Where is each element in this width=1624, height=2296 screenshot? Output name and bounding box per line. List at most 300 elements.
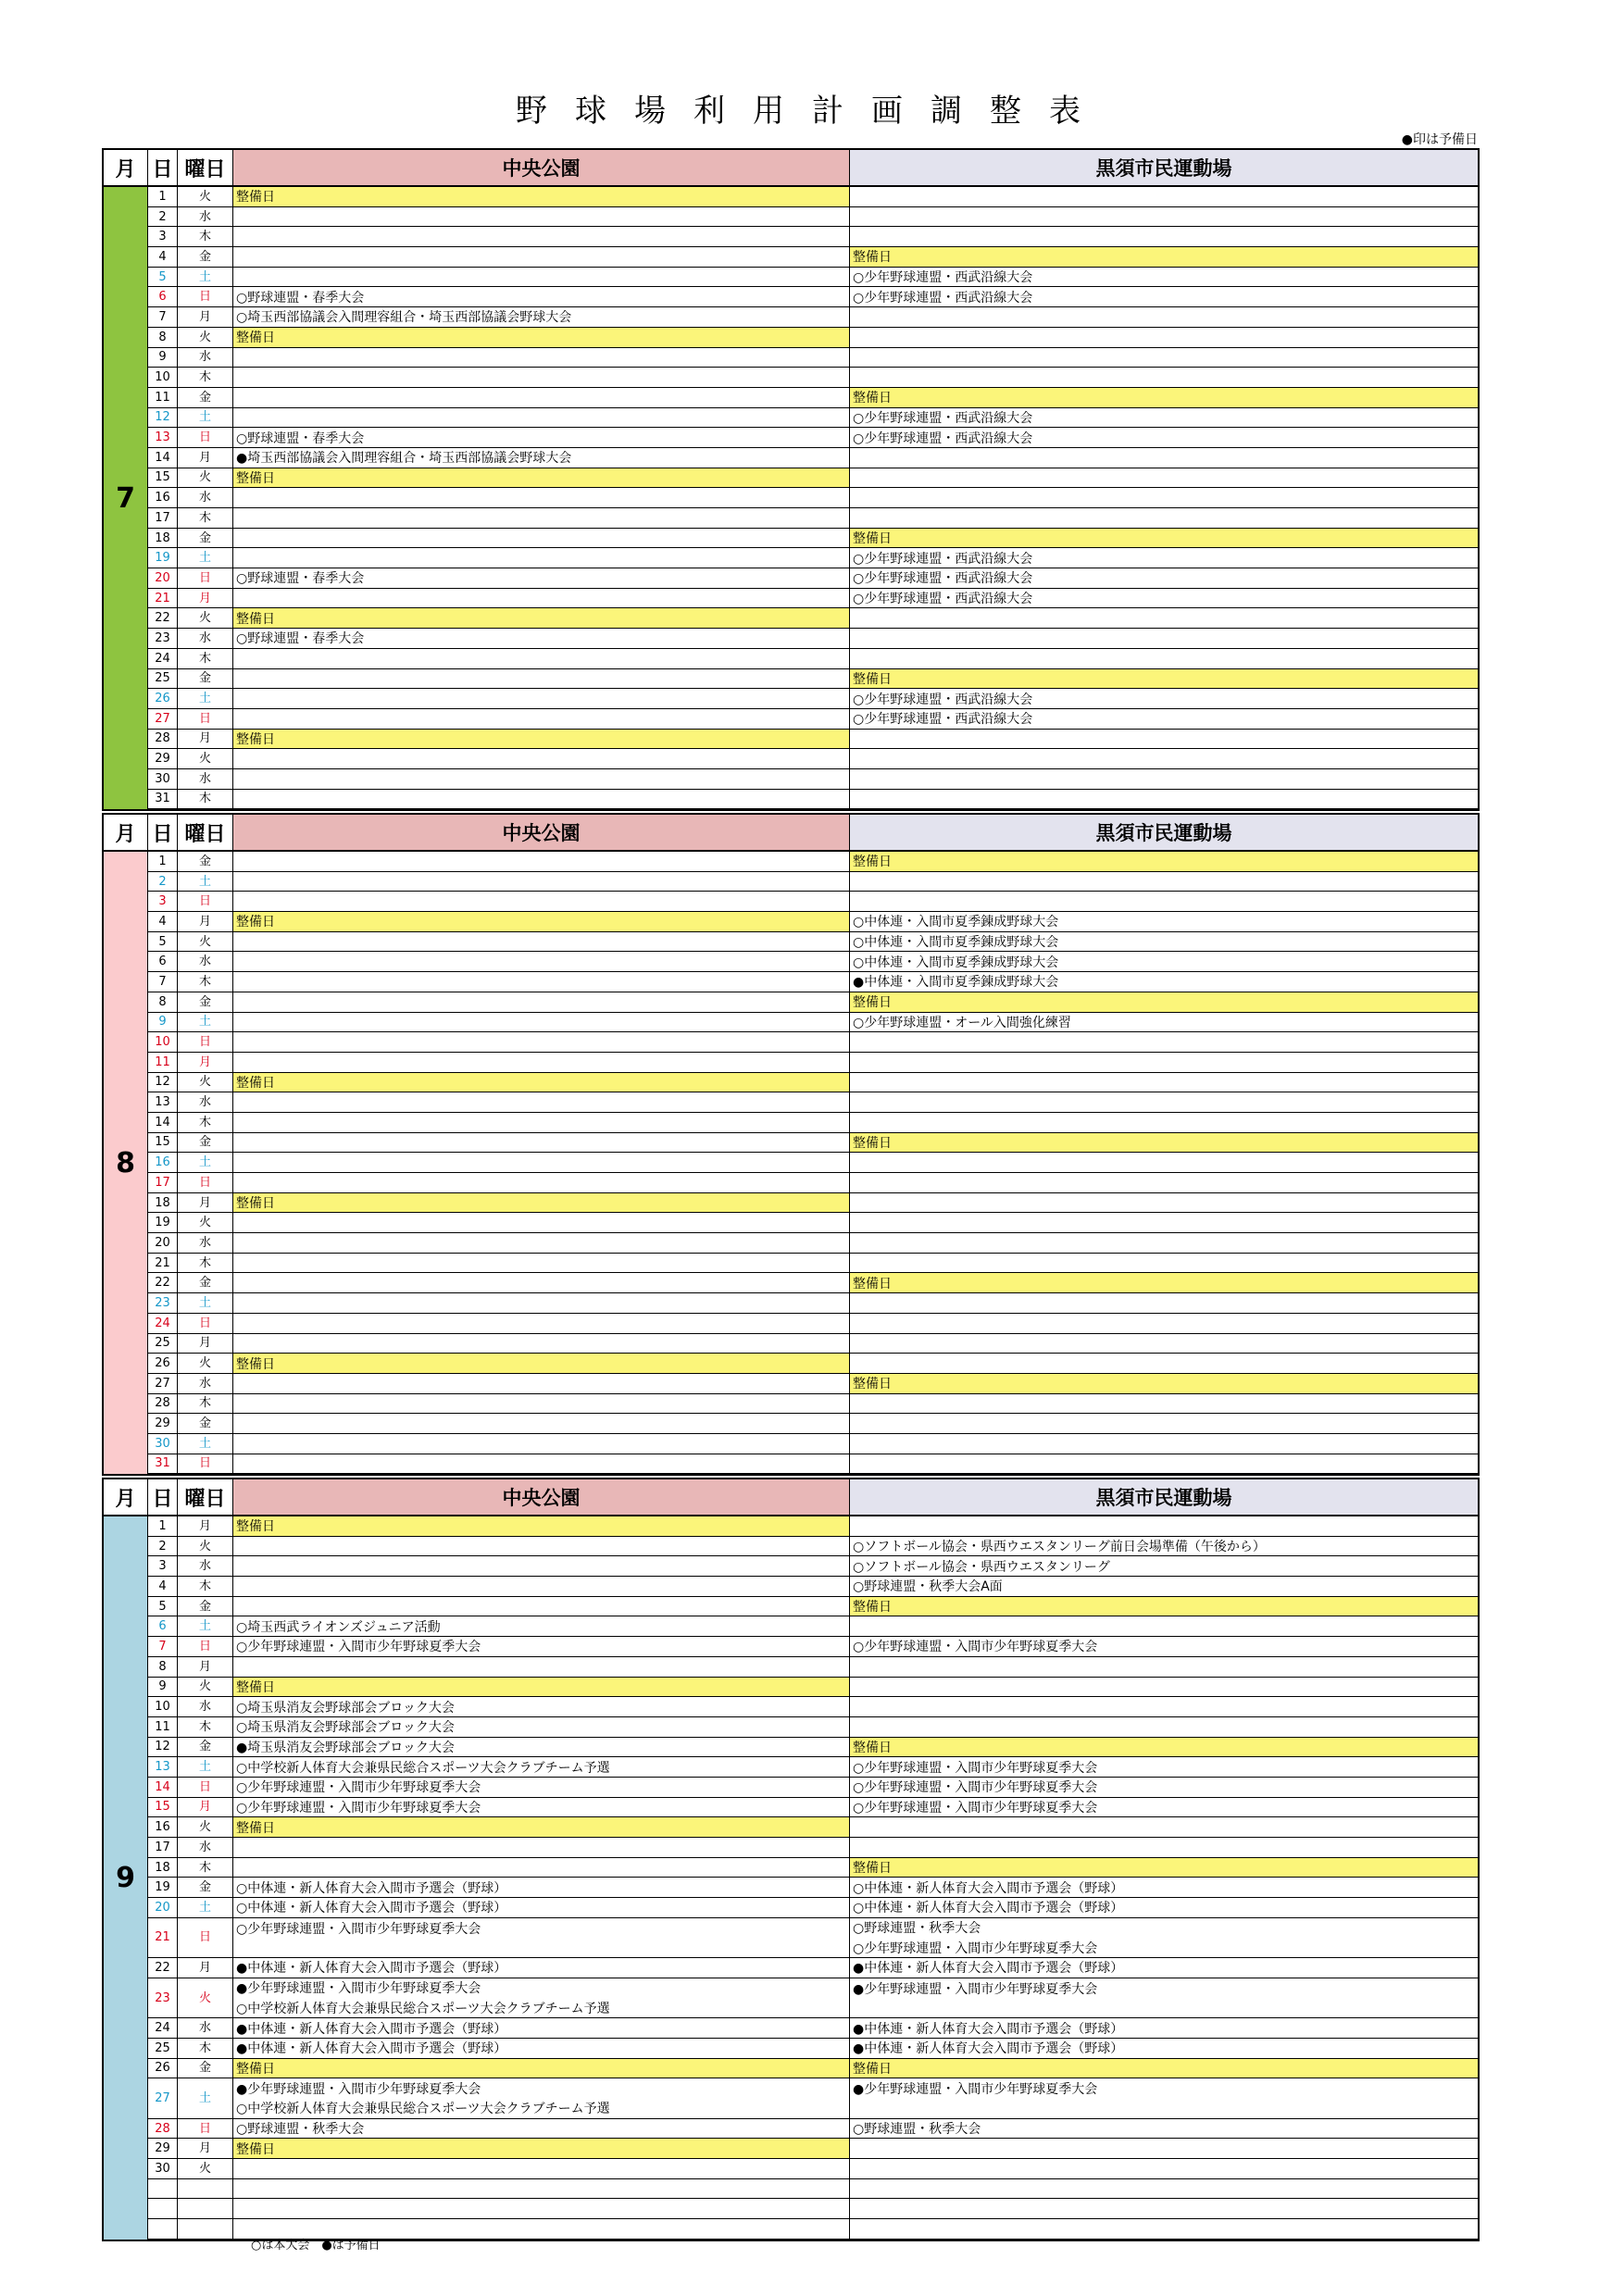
day-number: 15 [148,468,177,489]
chuo-koen-entry-cell [233,1053,849,1073]
day-number: 3 [148,892,177,912]
chuo-koen-entry-cell [233,368,849,388]
weekday-cell: 金 [178,247,232,268]
kurosu-entry-cell [850,1717,1478,1738]
chuo-koen-entry-cell [233,1838,849,1858]
kurosu-entry: ○少年野球連盟・西武沿線大会 [853,430,1033,446]
kurosu-entry-cell [850,1878,1478,1898]
day-number: 31 [148,790,177,810]
kurosu-entry: ○少年野球連盟・西武沿線大会 [853,290,1033,306]
day-number: 2 [148,1537,177,1557]
weekday-cell: 金 [178,992,232,1013]
chuo-koen-entry-cell [233,709,849,730]
maintenance-day-label: 整備日 [233,187,849,206]
chuo-koen-entry-cell [233,1717,849,1738]
weekday-cell: 水 [178,207,232,228]
chuo-koen-column [233,187,850,809]
chuo-koen-entry: ○少年野球連盟・入間市少年野球夏季大会 [236,1780,481,1796]
day-number: 29 [148,1414,177,1434]
day-column [148,1516,178,2240]
kurosu-entry: ○ソフトボール協会・県西ウエスタンリーグ前日会場準備（午後から） [853,1540,1266,1555]
chuo-koen-entry: ○中体連・新人体育大会入間市予選会（野球） [236,1880,507,1896]
maintenance-day-label: 整備日 [850,852,1478,871]
chuo-koen-entry-cell [233,247,849,268]
kurosu-entry-cell [850,287,1478,307]
chuo-koen-entry-cell [233,307,849,328]
day-number: 6 [148,287,177,307]
chuo-koen-entry-cell [233,1092,849,1113]
kurosu-entry-cell [850,1678,1478,1698]
chuo-koen-entry: ○少年野球連盟・入間市少年野球夏季大会 [236,1800,481,1816]
day-number: 22 [148,1273,177,1293]
chuo-koen-entry-cell [233,548,849,568]
weekday-cell: 月 [178,589,232,609]
month-block [102,148,1480,811]
kurosu-entry-cell [850,1817,1478,1838]
day-number: 18 [148,1858,177,1878]
kurosu-entry-cell [850,428,1478,448]
kurosu-column [850,852,1478,1474]
chuo-koen-entry-cell [233,1616,849,1637]
chuo-koen-entry-cell [233,952,849,972]
chuo-koen-entry-cell [233,388,849,408]
weekday-cell: 土 [178,1293,232,1314]
kurosu-entry-cell [850,1293,1478,1314]
kurosu-entry-cell [850,1597,1478,1617]
kurosu-entry-cell [850,1757,1478,1778]
weekday-cell: 木 [178,368,232,388]
kurosu-entry-cell [850,892,1478,912]
chuo-koen-entry-cell [233,2039,849,2059]
kurosu-entry-cell [850,972,1478,992]
header-kurosu: 黒須市民運動場 [850,1479,1478,1516]
day-number: 25 [148,2039,177,2059]
kurosu-entry-cell [850,589,1478,609]
weekday-cell: 火 [178,608,232,629]
day-number: 9 [148,1013,177,1033]
chuo-koen-column [233,852,850,1474]
weekday-cell: 日 [178,1314,232,1334]
day-number: 22 [148,608,177,629]
header-kurosu: 黒須市民運動場 [850,815,1478,852]
kurosu-entry-cell [850,689,1478,709]
kurosu-entry-cell [850,1858,1478,1878]
chuo-koen-entry-cell [233,408,849,429]
day-number: 22 [148,1958,177,1978]
day-number: 4 [148,1577,177,1597]
kurosu-entry-cell [850,268,1478,288]
kurosu-entry: ●中体連・新人体育大会入間市予選会（野球） [853,1961,1124,1977]
maintenance-day-label: 整備日 [850,1374,1478,1393]
kurosu-entry-cell [850,448,1478,468]
chuo-koen-entry-cell [233,1394,849,1415]
chuo-koen-entry-cell [233,1354,849,1374]
weekday-cell: 土 [178,1434,232,1454]
day-number: 14 [148,1778,177,1798]
day-column [148,187,178,809]
maintenance-day-label: 整備日 [850,388,1478,407]
chuo-koen-entry-cell [233,1738,849,1758]
chuo-koen-entry-cell [233,649,849,669]
weekday-cell: 火 [178,1073,232,1093]
kurosu-entry-cell [850,348,1478,368]
day-number: 24 [148,649,177,669]
chuo-koen-entry: ○埼玉県消友会野球部会ブロック大会 [236,1720,455,1736]
chuo-koen-entry-cell [233,2199,849,2219]
chuo-koen-entry-cell [233,2159,849,2179]
weekday-cell: 木 [178,649,232,669]
day-number: 6 [148,952,177,972]
chuo-koen-entry: ●少年野球連盟・入間市少年野球夏季大会 [236,2081,481,2097]
day-number: 24 [148,1314,177,1334]
day-number [148,2179,177,2200]
day-number: 28 [148,2119,177,2140]
day-number: 26 [148,689,177,709]
weekday-cell: 木 [178,1717,232,1738]
kurosu-entry-cell [850,1092,1478,1113]
kurosu-entry: ○少年野球連盟・西武沿線大会 [853,571,1033,587]
maintenance-day-label: 整備日 [850,529,1478,548]
chuo-koen-entry: ○埼玉県消友会野球部会ブロック大会 [236,1700,455,1716]
maintenance-day-label: 整備日 [233,1354,849,1373]
month-block [102,813,1480,1476]
kurosu-entry-cell [850,2059,1478,2079]
weekday-cell: 水 [178,1556,232,1577]
kurosu-entry-cell [850,1314,1478,1334]
kurosu-entry-cell [850,1394,1478,1415]
weekday-cell: 火 [178,328,232,348]
kurosu-entry-cell [850,508,1478,529]
kurosu-entry-cell [850,608,1478,629]
day-number: 30 [148,1434,177,1454]
chuo-koen-entry: ○野球連盟・春季大会 [236,571,365,587]
kurosu-entry-cell [850,1838,1478,1858]
day-number: 10 [148,368,177,388]
kurosu-entry-cell [850,1414,1478,1434]
day-number: 20 [148,1898,177,1918]
day-number: 7 [148,307,177,328]
chuo-koen-entry-cell [233,1697,849,1717]
weekday-cell: 金 [178,1878,232,1898]
header-chuo-koen: 中央公園 [233,150,850,187]
weekday-cell: 水 [178,629,232,649]
day-number: 30 [148,769,177,790]
weekday-cell: 日 [178,1918,232,1958]
kurosu-entry: ○ソフトボール協会・県西ウエスタンリーグ [853,1559,1110,1575]
chuo-koen-entry-cell [233,1032,849,1053]
day-number: 14 [148,1113,177,1133]
weekday-cell: 水 [178,2018,232,2039]
weekday-cell: 木 [178,508,232,529]
chuo-koen-entry-cell [233,1516,849,1537]
weekday-column [178,852,233,1474]
kurosu-entry-cell [850,1978,1478,2018]
chuo-koen-entry-cell [233,892,849,912]
maintenance-day-label: 整備日 [850,1273,1478,1292]
header-kurosu: 黒須市民運動場 [850,150,1478,187]
day-number: 12 [148,1073,177,1093]
kurosu-entry-cell [850,207,1478,228]
weekday-cell: 火 [178,1537,232,1557]
day-number: 23 [148,629,177,649]
weekday-cell: 月 [178,1193,232,1214]
chuo-koen-entry-cell [233,1454,849,1475]
kurosu-entry-cell [850,1778,1478,1798]
kurosu-entry: ○少年野球連盟・西武沿線大会 [853,551,1033,567]
weekday-cell: 日 [178,568,232,589]
day-number: 25 [148,669,177,690]
chuo-koen-entry-cell [233,872,849,892]
weekday-cell: 金 [178,852,232,872]
chuo-koen-entry: ○中学校新人体育大会兼県民総合スポーツ大会クラブチーム予選 [236,2102,610,2117]
day-number: 2 [148,207,177,228]
chuo-koen-entry-cell [233,508,849,529]
day-number: 15 [148,1133,177,1154]
kurosu-entry-cell [850,1073,1478,1093]
maintenance-day-label: 整備日 [233,730,849,749]
day-number: 29 [148,749,177,769]
weekday-cell: 火 [178,1354,232,1374]
header-month: 月 [104,815,148,852]
kurosu-entry: ○少年野球連盟・入間市少年野球夏季大会 [853,1760,1098,1776]
weekday-cell: 土 [178,872,232,892]
kurosu-entry: ○少年野球連盟・西武沿線大会 [853,712,1033,728]
kurosu-entry-cell [850,247,1478,268]
weekday-cell: 土 [178,1898,232,1918]
weekday-cell: 火 [178,1213,232,1233]
chuo-koen-entry-cell [233,1293,849,1314]
kurosu-entry-cell [850,1173,1478,1193]
chuo-koen-entry-cell [233,328,849,348]
chuo-koen-entry-cell [233,207,849,228]
chuo-koen-entry: ○中学校新人体育大会兼県民総合スポーツ大会クラブチーム予選 [236,2001,610,2016]
kurosu-entry: ○少年野球連盟・入間市少年野球夏季大会 [853,1940,1098,1956]
day-number: 30 [148,2159,177,2179]
weekday-cell: 火 [178,2159,232,2179]
weekday-column [178,1516,233,2240]
weekday-cell: 木 [178,790,232,810]
chuo-koen-entry-cell [233,1193,849,1214]
chuo-koen-entry-cell [233,568,849,589]
kurosu-entry-cell [850,1657,1478,1678]
weekday-cell: 金 [178,1738,232,1758]
chuo-koen-entry-cell [233,852,849,872]
chuo-koen-entry-cell [233,932,849,953]
weekday-cell: 土 [178,548,232,568]
day-number: 8 [148,328,177,348]
day-number: 1 [148,1516,177,1537]
kurosu-entry-cell [850,790,1478,810]
chuo-koen-entry-cell [233,992,849,1013]
weekday-cell [178,2199,232,2219]
chuo-koen-entry: ●中体連・新人体育大会入間市予選会（野球） [236,2041,507,2057]
kurosu-entry-cell [850,307,1478,328]
day-number: 20 [148,1233,177,1254]
kurosu-entry-cell [850,1637,1478,1657]
maintenance-day-label: 整備日 [850,2059,1478,2078]
weekday-cell: 日 [178,287,232,307]
chuo-koen-entry-cell [233,1637,849,1657]
weekday-cell: 金 [178,1414,232,1434]
weekday-cell: 月 [178,1053,232,1073]
day-number: 7 [148,972,177,992]
header-chuo-koen: 中央公園 [233,815,850,852]
day-number: 11 [148,388,177,408]
chuo-koen-entry: ●埼玉西部協議会入間理容組合・埼玉西部協議会野球大会 [236,451,572,467]
day-number: 12 [148,1738,177,1758]
day-number: 26 [148,1354,177,1374]
maintenance-day-label: 整備日 [233,1817,849,1837]
kurosu-entry: ●中体連・入間市夏季錬成野球大会 [853,975,1059,991]
weekday-cell: 日 [178,1173,232,1193]
maintenance-day-label: 整備日 [233,1073,849,1092]
day-number: 2 [148,872,177,892]
weekday-cell: 水 [178,1092,232,1113]
day-number: 16 [148,488,177,508]
day-number: 3 [148,227,177,247]
chuo-koen-entry-cell [233,1133,849,1154]
kurosu-entry-cell [850,1798,1478,1818]
weekday-cell: 火 [178,1678,232,1698]
weekday-cell: 木 [178,1858,232,1878]
weekday-cell: 月 [178,1657,232,1678]
day-number: 20 [148,568,177,589]
kurosu-entry-cell [850,1616,1478,1637]
day-number [148,2199,177,2219]
chuo-koen-column [233,1516,850,2240]
maintenance-day-label: 整備日 [850,1738,1478,1757]
kurosu-entry-cell [850,2119,1478,2140]
kurosu-entry: ○中体連・入間市夏季錬成野球大会 [853,935,1059,951]
weekday-cell: 日 [178,2119,232,2140]
kurosu-entry-cell [850,629,1478,649]
chuo-koen-entry-cell [233,1878,849,1898]
day-number: 4 [148,247,177,268]
chuo-koen-entry-cell [233,348,849,368]
day-number: 18 [148,529,177,549]
chuo-koen-entry-cell [233,488,849,508]
maintenance-day-label: 整備日 [850,247,1478,267]
day-number: 10 [148,1032,177,1053]
day-number: 31 [148,1454,177,1475]
header-weekday: 曜日 [178,1479,233,1516]
chuo-koen-entry: ●中体連・新人体育大会入間市予選会（野球） [236,1961,507,1977]
chuo-koen-entry-cell [233,790,849,810]
maintenance-day-label: 整備日 [233,468,849,488]
maintenance-day-label: 整備日 [233,1193,849,1213]
weekday-cell: 金 [178,1597,232,1617]
kurosu-entry-cell [850,1516,1478,1537]
chuo-koen-entry-cell [233,589,849,609]
day-number: 5 [148,1597,177,1617]
kurosu-entry: ●中体連・新人体育大会入間市予選会（野球） [853,2041,1124,2057]
kurosu-entry-cell [850,1053,1478,1073]
kurosu-entry-cell [850,187,1478,207]
chuo-koen-entry-cell [233,1113,849,1133]
kurosu-entry-cell [850,1233,1478,1254]
chuo-koen-entry-cell [233,2119,849,2140]
weekday-cell: 木 [178,1254,232,1274]
month-label: 7 [104,187,148,809]
weekday-cell: 木 [178,2039,232,2059]
kurosu-entry-cell [850,1334,1478,1354]
day-number: 23 [148,1978,177,2018]
day-number: 19 [148,1213,177,1233]
month-label: 9 [104,1516,148,2240]
day-number: 7 [148,1637,177,1657]
day-number: 27 [148,2078,177,2118]
kurosu-entry-cell [850,2039,1478,2059]
chuo-koen-entry-cell [233,769,849,790]
day-number: 19 [148,548,177,568]
weekday-cell: 日 [178,892,232,912]
day-number: 27 [148,1374,177,1394]
maintenance-day-label: 整備日 [233,1678,849,1697]
maintenance-day-label: 整備日 [233,328,849,347]
kurosu-entry: ○少年野球連盟・入間市少年野球夏季大会 [853,1780,1098,1796]
weekday-cell: 火 [178,468,232,489]
kurosu-entry: ○少年野球連盟・オール入間強化練習 [853,1015,1071,1030]
chuo-koen-entry-cell [233,1254,849,1274]
day-number: 9 [148,348,177,368]
kurosu-entry-cell [850,548,1478,568]
chuo-koen-entry-cell [233,268,849,288]
kurosu-entry-cell [850,1273,1478,1293]
weekday-cell: 金 [178,388,232,408]
chuo-koen-entry: ○中学校新人体育大会兼県民総合スポーツ大会クラブチーム予選 [236,1760,610,1776]
month-label: 8 [104,852,148,1474]
weekday-cell: 月 [178,448,232,468]
chuo-koen-entry-cell [233,1213,849,1233]
day-number: 4 [148,912,177,932]
header-day: 日 [148,150,178,187]
maintenance-day-label: 整備日 [233,2059,849,2078]
chuo-koen-entry-cell [233,1858,849,1878]
chuo-koen-entry-cell [233,629,849,649]
header-month: 月 [104,150,148,187]
weekday-cell: 火 [178,1817,232,1838]
day-number: 5 [148,268,177,288]
weekday-cell: 金 [178,529,232,549]
day-number: 12 [148,408,177,429]
weekday-cell: 木 [178,1394,232,1415]
kurosu-entry-cell [850,488,1478,508]
day-number: 23 [148,1293,177,1314]
weekday-cell: 水 [178,1233,232,1254]
day-number: 5 [148,932,177,953]
legend-note: ●印は予備日 [1401,132,1478,147]
header-weekday: 曜日 [178,150,233,187]
kurosu-entry-cell [850,468,1478,489]
chuo-koen-entry-cell [233,912,849,932]
chuo-koen-entry-cell [233,1978,849,2018]
maintenance-day-label: 整備日 [233,608,849,628]
day-number: 17 [148,508,177,529]
weekday-cell: 土 [178,2078,232,2118]
month-grid [104,815,1478,1474]
day-number: 17 [148,1838,177,1858]
kurosu-entry-cell [850,1434,1478,1454]
day-number: 10 [148,1697,177,1717]
weekday-cell: 金 [178,669,232,690]
day-number: 24 [148,2018,177,2039]
weekday-cell: 土 [178,1153,232,1173]
maintenance-day-label: 整備日 [233,2139,849,2158]
chuo-koen-entry-cell [233,1273,849,1293]
kurosu-entry-cell [850,2159,1478,2179]
weekday-cell: 火 [178,749,232,769]
maintenance-day-label: 整備日 [850,669,1478,689]
